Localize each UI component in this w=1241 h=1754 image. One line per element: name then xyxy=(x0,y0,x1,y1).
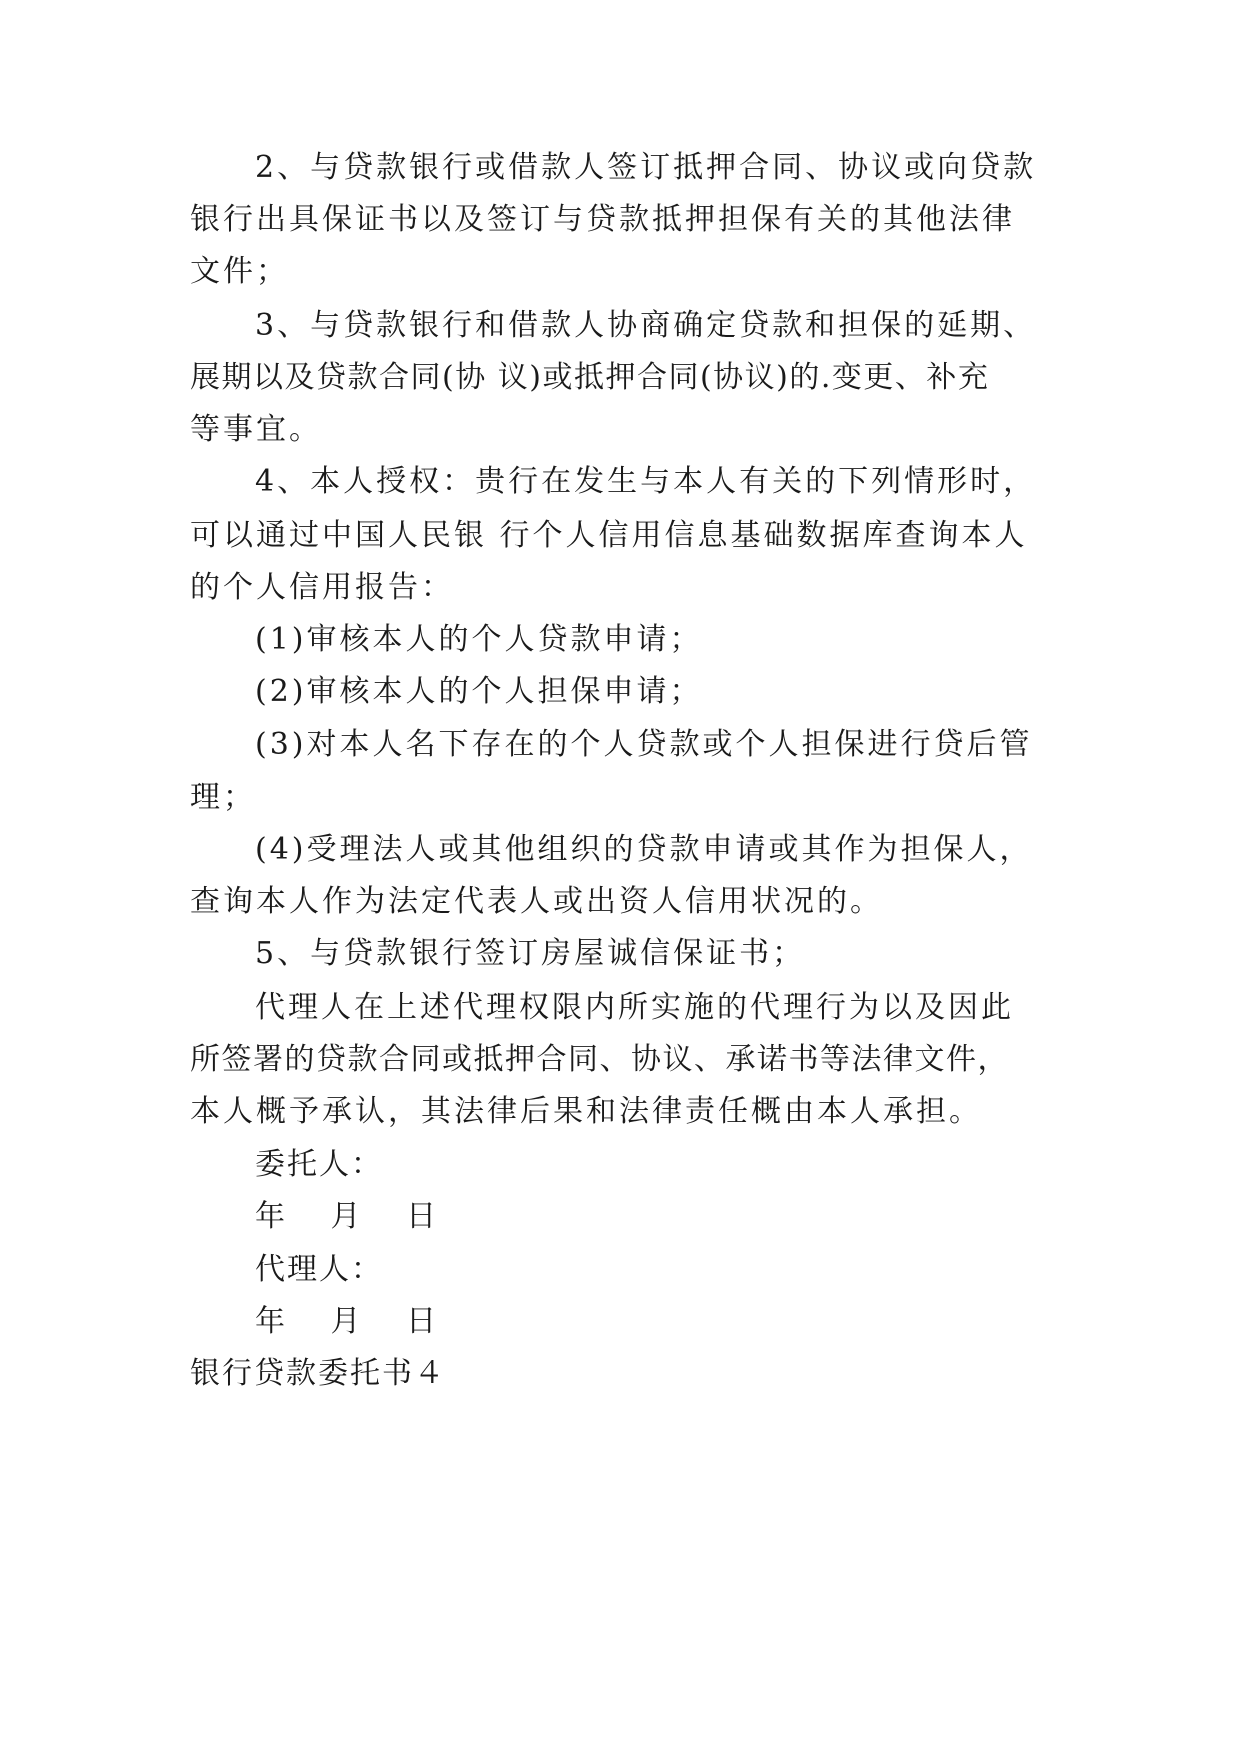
paragraph-4-line-3: 的个人信用报告： xyxy=(190,570,454,605)
paragraph-5: 5、与贷款银行签订房屋诚信保证书； xyxy=(255,936,806,971)
principal-date-line: 年 月 日 xyxy=(255,1199,455,1234)
paragraph-2-line-1: 2、与贷款银行或借款人签订抵押合同、协议或向贷款 xyxy=(255,150,1037,185)
paragraph-4-line-1: 4、本人授权：贵行在发生与本人有关的下列情形时， xyxy=(255,464,1037,499)
principal-signature-label: 委托人： xyxy=(255,1147,383,1182)
list-item-3-line-2: 理； xyxy=(190,780,256,815)
paragraph-2-line-2: 银行出具保证书以及签订与贷款抵押担保有关的其他法律 xyxy=(190,202,1015,237)
paragraph-3-line-1: 3、与贷款银行和借款人协商确定贷款和担保的延期、 xyxy=(255,308,1037,343)
list-item-1: (1)审核本人的个人贷款申请； xyxy=(255,622,703,657)
section-heading: 银行贷款委托书４ xyxy=(190,1356,446,1391)
list-item-4-line-1: (4)受理法人或其他组织的贷款申请或其作为担保人， xyxy=(255,832,1033,867)
list-item-3-line-1: (3)对本人名下存在的个人贷款或个人担保进行贷后管 xyxy=(255,727,1033,762)
agent-date-line: 年 月 日 xyxy=(255,1304,455,1339)
paragraph-4-line-2: 可以通过中国人民银 行个人信用信息基础数据库查询本人 xyxy=(190,518,1028,553)
paragraph-3-line-2: 展期以及贷款合同(协 议)或抵押合同(协议)的.变更、补充 xyxy=(190,360,990,395)
closing-paragraph-line-1: 代理人在上述代理权限内所实施的代理行为以及因此 xyxy=(255,990,1014,1025)
paragraph-2-line-3: 文件； xyxy=(190,254,289,289)
agent-signature-label: 代理人： xyxy=(255,1252,383,1287)
list-item-4-line-2: 查询本人作为法定代表人或出资人信用状况的。 xyxy=(190,884,883,919)
closing-paragraph-line-3: 本人概予承认，其法律后果和法律责任概由本人承担。 xyxy=(190,1094,982,1129)
list-item-2: (2)审核本人的个人担保申请； xyxy=(255,674,703,709)
paragraph-3-line-3: 等事宜。 xyxy=(190,412,322,447)
closing-paragraph-line-2: 所签署的贷款合同或抵押合同、协议、承诺书等法律文件， xyxy=(190,1042,1009,1077)
